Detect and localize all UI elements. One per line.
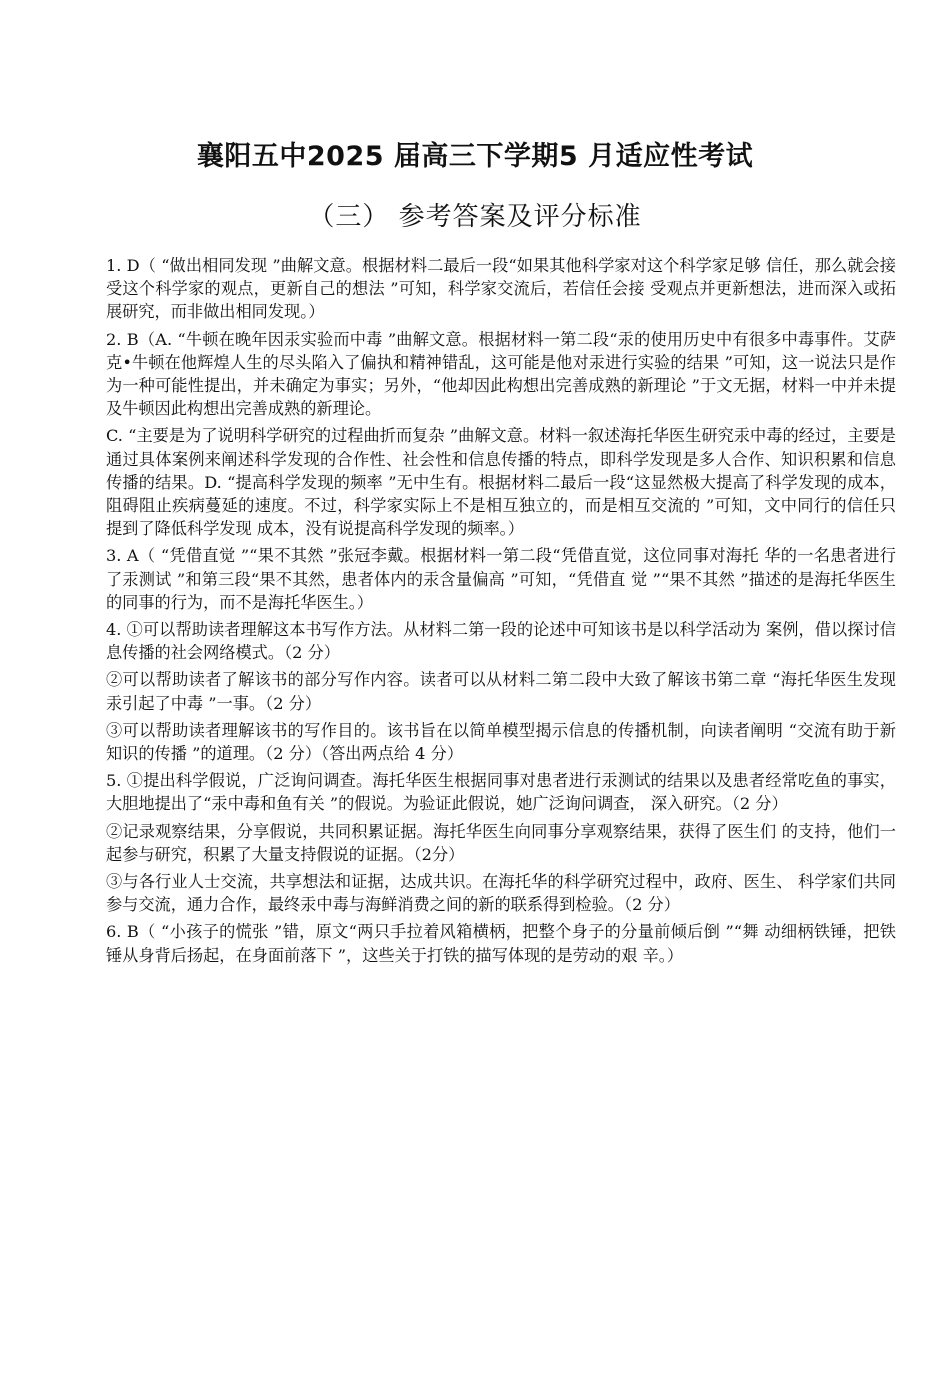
- answer-5-point-3: ③与各行业人士交流，共享想法和证据，达成共识。在海托华的科学研究过程中，政府、医生、 科学家们共同参与交流，通力合作，最终汞中毒与海鲜消费之间的新的联系得到检验。（2 分）: [106, 872, 896, 915]
- answer-2-part-2: C. “主要是为了说明科学研究的过程曲折而复杂 ”曲解文意。材料一叙述海托华医生研究汞中毒的经过，主要是通过具体案例来阐述科学发现的合作性、社会性和信息传播的特点，即科学发现是多人合作、知识积累和信息传播的结果。D. “提高科学发现的频率 ”无中生有。根据材料二最后一段“这显然极大提高了科学发现的成本，阻碍阻止疾病蔓延的速度。不过，科学家实际上不是相互独立的，而是相互交流的 ”可知，文中同行的信任只提到了降低科学发现 成本，没有说提高科学发现的频率。）: [106, 426, 896, 539]
- answer-4-point-2: ②可以帮助读者了解该书的部分写作内容。读者可以从材料二第二段中大致了解该书第二章 “海托华医生发现汞引起了中毒 ”一事。（2 分）: [106, 670, 896, 713]
- answer-1: 1. D（ “做出相同发现 ”曲解文意。根据材料二最后一段“如果其他科学家对这个科学家足够 信任，那么就会接受这个科学家的观点，更新自己的想法 ”可知，科学家交流后，若信任会接 受观点并更新想法，进而深入或拓展研究，而非做出相同发现。）: [106, 256, 896, 322]
- page-subtitle: （三） 参考答案及评分标准: [308, 202, 642, 232]
- answer-3: 3. A（ “凭借直觉 ”“果不其然 ”张冠李戴。根据材料一第二段“凭借直觉，这位同事对海托 华的一名患者进行了汞测试 ”和第三段“果不其然，患者体内的汞含量偏高 ”可知，“凭借直 觉 ”“果不其然 ”描述的是海托华医生的同事的行为，而不是海托华医生。）: [106, 546, 896, 612]
- answer-5-point-1: 5. ①提出科学假说，广泛询问调查。海托华医生根据同事对患者进行汞测试的结果以及患者经常吃鱼的事实，大胆地提出了“汞中毒和鱼有关 ”的假说。为验证此假说，她广泛询问调查， 深入研究。（2 分）: [106, 771, 896, 814]
- page-title: 襄阳五中2025 届高三下学期5 月适应性考试: [196, 141, 754, 172]
- answer-4-point-3: ③可以帮助读者理解该书的写作目的。该书旨在以简单模型揭示信息的传播机制，向读者阐明 “交流有助于新知识的传播 ”的道理。（2 分）（答出两点给 4 分）: [106, 720, 896, 764]
- answer-5-point-2: ②记录观察结果，分享假说，共同积累证据。海托华医生向同事分享观察结果，获得了医生们 的支持，他们一起参与研究，积累了大量支持假说的证据。（2分）: [106, 821, 896, 864]
- answer-list: [106, 254, 896, 971]
- answer-4-point-1: 4. ①可以帮助读者理解这本书写作方法。从材料二第一段的论述中可知该书是以科学活动为 案例，借以探讨信息传播的社会网络模式。（2 分）: [106, 620, 896, 663]
- answer-2-part-1: 2. B（A. “牛顿在晚年因汞实验而中毒 ”曲解文意。根据材料一第二段“汞的使用历史中有很多中毒事件。艾萨克•牛顿在他辉煌人生的尽头陷入了偏执和精神错乱，这可能是他对汞进行实验的结果 ”可知，这一说法只是作为一种可能性提出，并未确定为事实；另外，“他却因此构想出完善成熟的新理论 ”于文无据，材料一中并未提及牛顿因此构想出完善成熟的新理论。: [106, 329, 896, 419]
- answer-6: 6. B（ “小孩子的慌张 ”错，原文“两只手拉着风箱横柄，把整个身子的分量前倾后倒 ”“舞 动细柄铁锤，把铁锤从身背后扬起，在身面前落下 ”，这些关于打铁的描写体现的是劳动的艰 辛。）: [106, 922, 896, 965]
